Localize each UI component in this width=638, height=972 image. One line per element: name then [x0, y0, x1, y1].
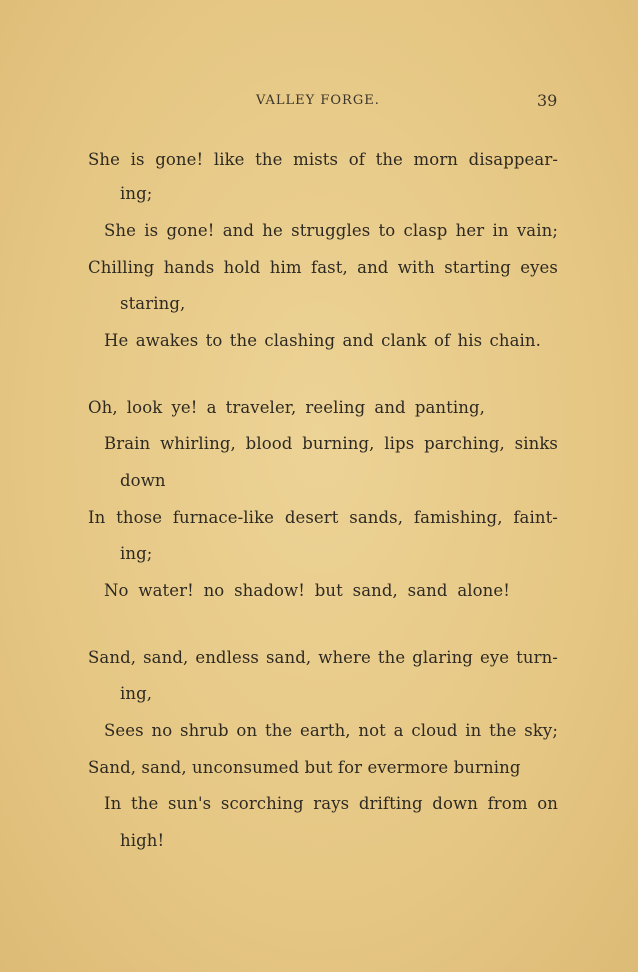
- verse-line: ing;: [120, 544, 153, 563]
- verse-line: high!: [120, 831, 165, 850]
- page-number: 39: [537, 91, 558, 110]
- verse-line: down: [120, 471, 166, 490]
- page-header: [0, 93, 638, 117]
- verse-line: Brain whirling, blood burning, lips parching, sinks: [104, 434, 558, 453]
- verse-line: In the sun's scorching rays drifting down from on: [104, 794, 558, 813]
- verse-line: ing,: [120, 684, 153, 703]
- verse-line: In those furnace-like desert sands, famishing, faint-: [88, 508, 558, 527]
- verse-line: Chilling hands hold him fast, and with starting eyes: [88, 258, 558, 277]
- running-title: VALLEY FORGE.: [256, 93, 380, 108]
- verse-line: Oh, look ye! a traveler, reeling and panting,: [88, 398, 485, 417]
- verse-line: No water! no shadow! but sand, sand alone!: [104, 581, 510, 600]
- verse-line: He awakes to the clashing and clank of his chain.: [104, 331, 541, 350]
- verse-line: Sand, sand, unconsumed but for evermore burning: [88, 758, 521, 777]
- verse-line: Sees no shrub on the earth, not a cloud in the sky;: [104, 721, 558, 740]
- verse-line: Sand, sand, endless sand, where the glaring eye turn-: [88, 648, 558, 667]
- verse-line: She is gone! like the mists of the morn disappear-: [88, 150, 558, 169]
- verse-line: She is gone! and he struggles to clasp her in vain;: [104, 221, 558, 240]
- verse-line: ing;: [120, 184, 153, 203]
- verse-line: staring,: [120, 294, 186, 313]
